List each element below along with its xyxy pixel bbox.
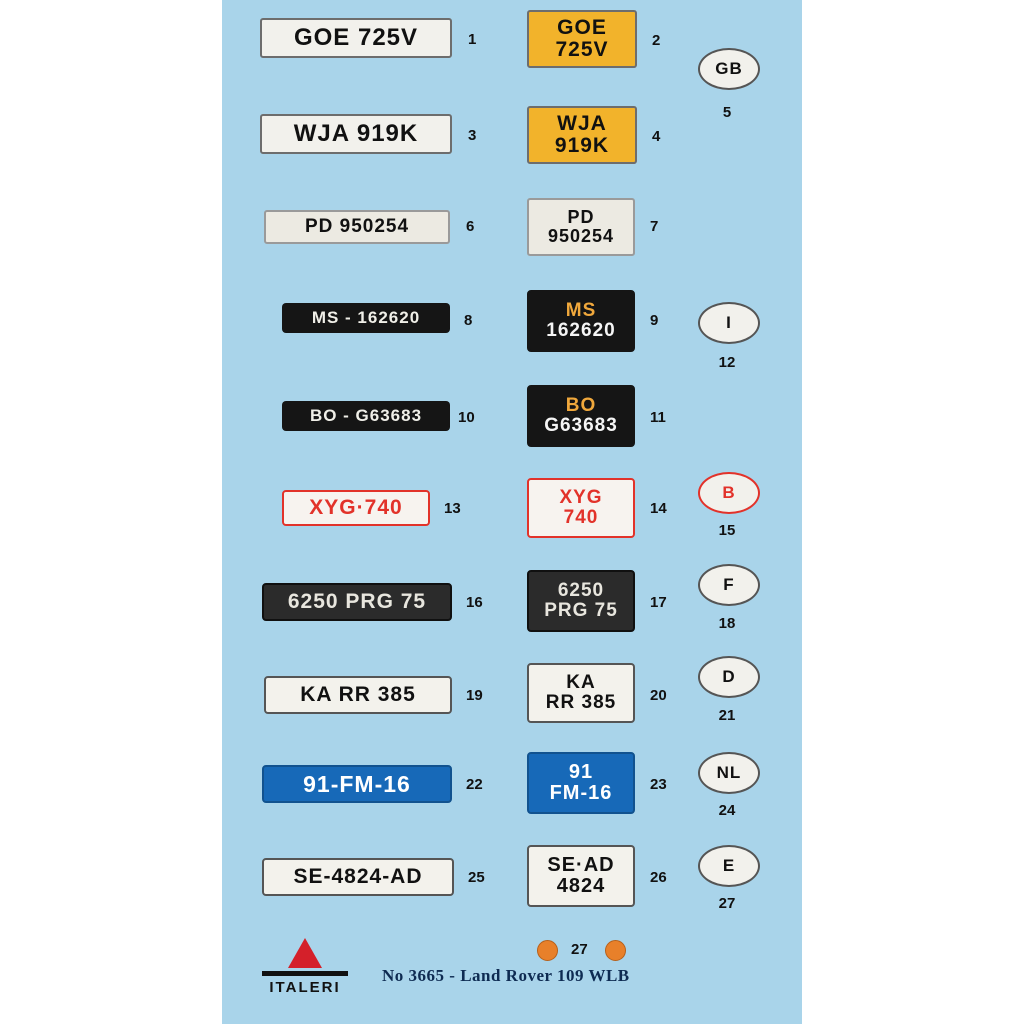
plate-line2: 919K: [554, 134, 610, 157]
plate-22: [262, 765, 452, 803]
oval-number-18: 18: [718, 615, 736, 632]
oval-number-15: 15: [718, 522, 736, 539]
plate-4: [527, 106, 637, 164]
oval-e: [698, 845, 760, 887]
plate-line2: 162620: [546, 320, 616, 341]
plate-number-26: 26: [650, 869, 667, 886]
plate-number-17: 17: [650, 594, 667, 611]
logo-bar: [262, 971, 348, 976]
plate-line2: G63683: [544, 415, 618, 436]
plate-number-14: 14: [650, 500, 667, 517]
oval-code: F: [723, 575, 735, 594]
plate-23: [527, 752, 635, 814]
plate-line1: 91: [568, 761, 594, 783]
plate-2: [527, 10, 637, 68]
plate-number-8: 8: [464, 312, 473, 329]
plate-26: [527, 845, 635, 907]
plate-text: 6250 PRG 75: [287, 589, 427, 613]
sheet-footer: No 3665 - Land Rover 109 WLB: [382, 966, 630, 985]
plate-20: [527, 663, 635, 723]
plate-number-25: 25: [468, 869, 485, 886]
plate-number-19: 19: [466, 687, 483, 704]
plate-text: WJA 919K: [293, 120, 419, 148]
plate-line2: 740: [563, 507, 599, 528]
dot-number-27: 27: [571, 941, 588, 958]
plate-line2: 4824: [556, 875, 606, 897]
oval-number-12: 12: [718, 354, 736, 371]
plate-text: SE-4824-AD: [293, 864, 423, 888]
oval-nl: [698, 752, 760, 794]
plate-line1: WJA: [557, 111, 607, 135]
plate-1: [260, 18, 452, 58]
plate-number-1: 1: [468, 31, 477, 48]
plate-line1: MS: [565, 300, 597, 322]
oval-f: [698, 564, 760, 606]
plate-number-2: 2: [652, 32, 661, 49]
italeri-logo: [262, 938, 348, 996]
plate-7: [527, 198, 635, 256]
plate-6: [264, 210, 450, 244]
plate-number-4: 4: [652, 128, 661, 145]
plate-13: [282, 490, 430, 526]
plate-14: [527, 478, 635, 538]
oval-code: I: [726, 313, 732, 332]
plate-line2: 725V: [555, 38, 609, 61]
oval-code: NL: [716, 763, 742, 782]
plate-line1: XYG: [559, 487, 603, 509]
oval-b: [698, 472, 760, 514]
oval-number-21: 21: [718, 707, 736, 724]
plate-number-23: 23: [650, 776, 667, 793]
oval-number-27: 27: [718, 895, 736, 912]
brand-name: ITALERI: [269, 979, 341, 996]
plate-17: [527, 570, 635, 632]
plate-25: [262, 858, 454, 896]
dot-right: [605, 940, 626, 961]
oval-code: D: [722, 667, 736, 686]
oval-code: GB: [715, 59, 743, 78]
plate-11: [527, 385, 635, 447]
oval-number-5: 5: [722, 104, 732, 121]
plate-19: [264, 676, 452, 714]
oval-code: E: [722, 856, 736, 875]
plate-text: MS - 162620: [311, 308, 421, 328]
oval-number-24: 24: [718, 802, 736, 819]
plate-number-20: 20: [650, 687, 667, 704]
plate-number-3: 3: [468, 127, 477, 144]
plate-number-9: 9: [650, 312, 659, 329]
plate-line1: KA: [566, 672, 596, 694]
plate-line2: RR 385: [545, 692, 617, 713]
plate-number-6: 6: [466, 218, 475, 235]
triangle-icon: [288, 938, 322, 968]
plate-number-11: 11: [650, 409, 666, 426]
oval-d: [698, 656, 760, 698]
plate-3: [260, 114, 452, 154]
plate-number-7: 7: [650, 218, 659, 235]
plate-line2: 950254: [547, 226, 615, 246]
plate-number-22: 22: [466, 776, 483, 793]
plate-number-13: 13: [444, 500, 461, 517]
plate-line2: PRG 75: [544, 600, 618, 621]
plate-line2: FM-16: [549, 782, 613, 804]
plate-text: BO - G63683: [309, 406, 423, 426]
decal-sheet: [222, 0, 802, 1024]
oval-i: [698, 302, 760, 344]
dot-left: [537, 940, 558, 961]
oval-code: B: [722, 483, 736, 502]
plate-text: PD 950254: [304, 216, 410, 238]
plate-8: [282, 303, 450, 333]
plate-line1: GOE: [557, 15, 607, 39]
plate-number-10: 10: [458, 409, 475, 426]
plate-number-16: 16: [466, 594, 483, 611]
plate-line1: 6250: [557, 580, 605, 602]
plate-line1: BO: [565, 395, 597, 417]
plate-16: [262, 583, 452, 621]
plate-9: [527, 290, 635, 352]
plate-text: 91-FM-16: [303, 770, 411, 797]
plate-line1: PD: [567, 207, 595, 228]
plate-text: GOE 725V: [293, 24, 419, 52]
oval-gb: [698, 48, 760, 90]
plate-10: [282, 401, 450, 431]
plate-text: KA RR 385: [300, 682, 416, 706]
plate-text: XYG·740: [309, 495, 403, 519]
plate-line1: SE·AD: [547, 854, 615, 876]
